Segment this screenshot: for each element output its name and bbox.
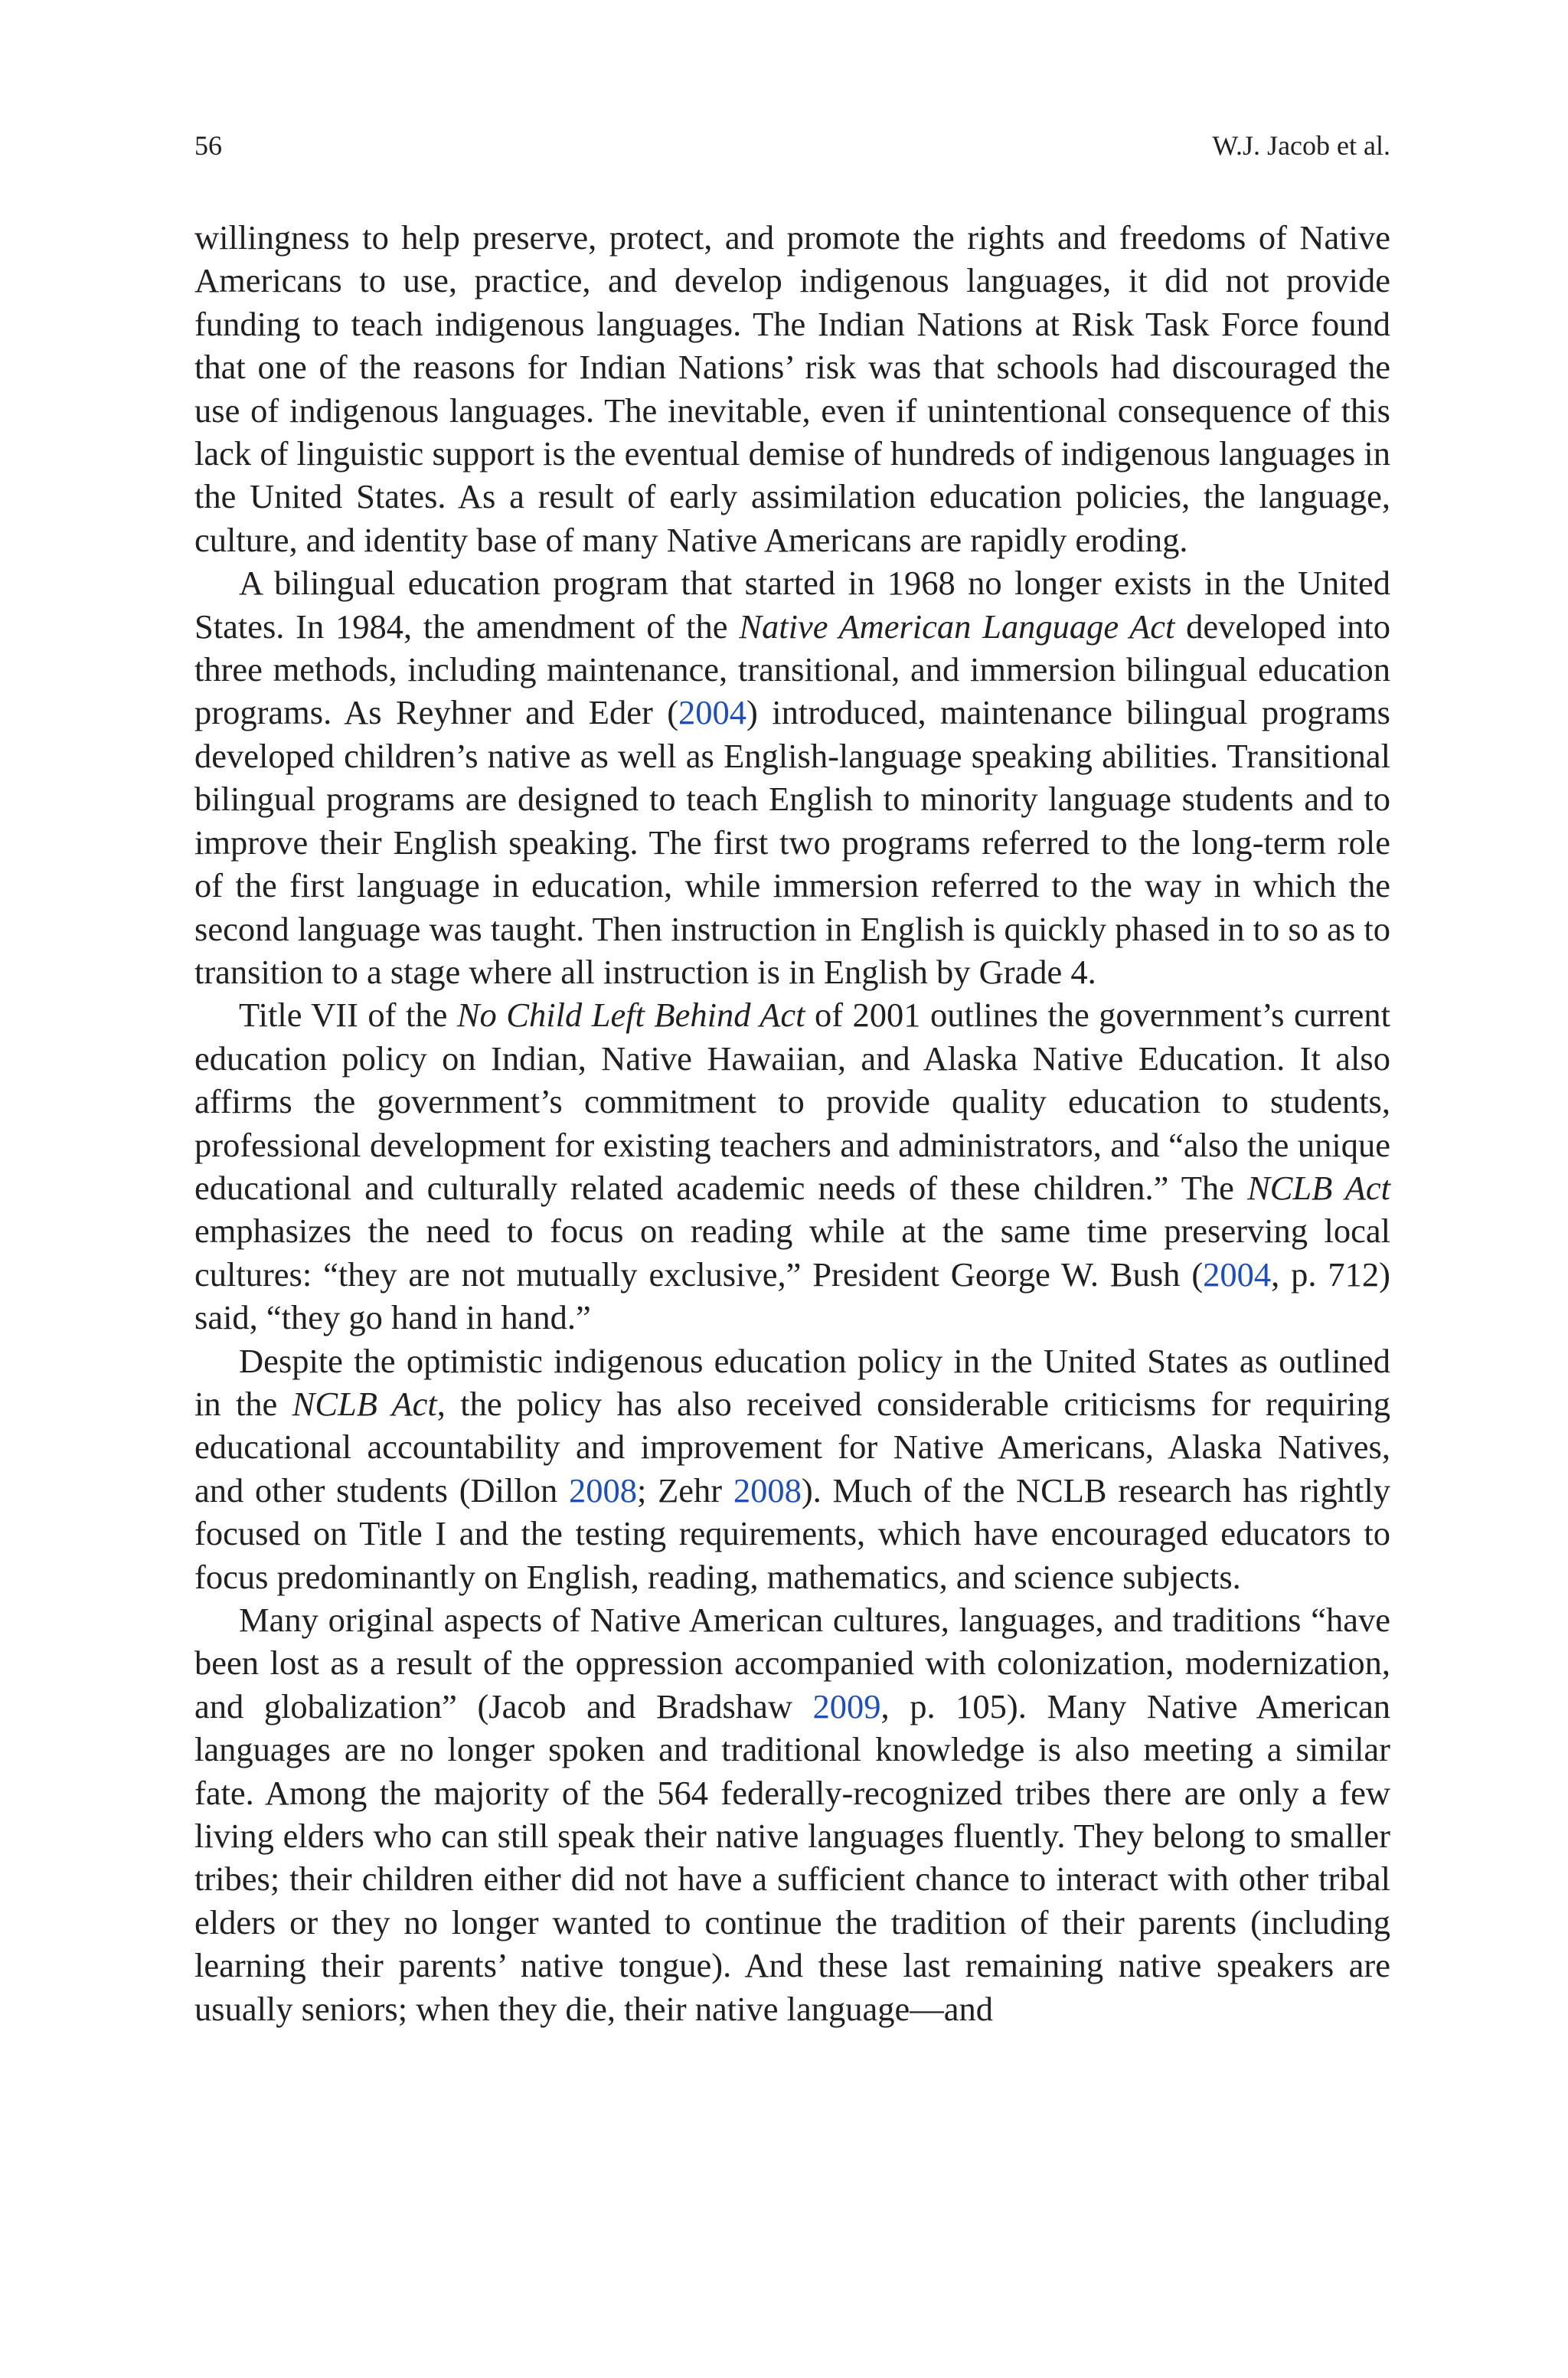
paragraph-2-text: developed into three methods, including maintenance, transitional, and immersion bilingual education programs. As Reyhner and Eder ( <box>194 607 1390 732</box>
page-header <box>194 127 1390 164</box>
act-title: NCLB Act <box>1247 1168 1390 1207</box>
paragraph-3-text: of 2001 outlines the government’s current education policy on Indian, Native Hawaiian, and Alaska Native Education. It also affirms the government’s commitment to provide quality education to students, professional development for existing teachers and administrators, and “also the unique educational and culturally related academic needs of these children.” The <box>194 996 1391 1207</box>
body-text <box>194 216 1390 2030</box>
citation-link[interactable]: 2004 <box>1203 1254 1272 1294</box>
act-title: No Child Left Behind Act <box>456 996 805 1035</box>
citation-link[interactable]: 2004 <box>678 693 747 732</box>
paragraph-5-text: Many original aspects of Native American cultures, languages, and traditions “have been lost as a result of the oppression accompanied with colonization, modernization, and globalization” (Jacob and Bradshaw <box>194 1601 1390 1725</box>
paragraph-2 <box>194 561 1390 993</box>
paragraph-3-text: emphasizes the need to focus on reading while at the same time preserving local cultures: “they are not mutually exclusive,” President George W. Bush ( <box>194 1212 1390 1294</box>
paragraph-3-text: , p. 712) said, “they go hand in hand.” <box>194 1254 1390 1337</box>
act-title: NCLB Act <box>292 1384 437 1423</box>
paragraph-3-text: Title VII of the <box>239 996 457 1035</box>
paragraph-5-text: , p. 105). Many Native American languages are no longer spoken and traditional knowledge is also meeting a similar fate. Among the majority of the 564 federally-recognized tribes there are only a few living elders who can still speak their native languages fluently. They belong to smaller tribes; their children either did not have a sufficient chance to interact with other tribal elders or they no longer wanted to continue the tradition of their parents (including learning their parents’ native tongue). And these last remaining native speakers are usually seniors; when they die, their native language—and <box>194 1686 1390 2028</box>
citation-link[interactable]: 2008 <box>569 1470 637 1510</box>
paragraph-2-text: A bilingual education program that started in 1968 no longer exists in the United States. In 1984, the amendment of the <box>194 564 1390 646</box>
citation-link[interactable]: 2009 <box>812 1686 881 1725</box>
act-title: Native American Language Act <box>739 607 1175 646</box>
paragraph-4-text: ; Zehr <box>637 1470 733 1510</box>
paragraph-1 <box>194 216 1390 561</box>
paragraph-3 <box>194 993 1390 1339</box>
paragraph-4-text: Despite the optimistic indigenous education policy in the United States as outlined in the <box>194 1341 1390 1423</box>
paragraph-4-text: ). Much of the NCLB research has rightly focused on Title I and the testing requirements, which have encouraged educators to focus predominantly on English, reading, mathematics, and science subjects. <box>194 1470 1390 1596</box>
paragraph-5 <box>194 1598 1390 2030</box>
paragraph-4-text: , the policy has also received considerable criticisms for requiring educational accountability and improvement for Native Americans, Alaska Natives, and other students (Dillon <box>194 1384 1390 1510</box>
running-head: W.J. Jacob et al. <box>1212 130 1390 161</box>
page-number: 56 <box>194 130 222 161</box>
paragraph-2-text: ) introduced, maintenance bilingual programs developed children’s native as well as English-language speaking abilities. Transitional bilingual programs are designed to teach English to minority language students and to improve their English speaking. The first two programs referred to the long-term role of the first language in education, while immersion referred to the way in which the second language was taught. Then instruction in English is quickly phased in to so as to transition to a stage where all instruction is in English by Grade 4. <box>194 693 1390 991</box>
paragraph-1-text: willingness to help preserve, protect, and promote the rights and freedoms of Native Americans to use, practice, and develop indigenous languages, it did not provide funding to teach indigenous languages. The Indian Nations at Risk Task Force found that one of the reasons for Indian Nations’ risk was that schools had discouraged the use of indigenous languages. The inevitable, even if unintentional consequence of this lack of linguistic support is the eventual demise of hundreds of indigenous languages in the United States. As a result of early assimilation education policies, the language, culture, and identity base of many Native Americans are rapidly eroding. <box>194 218 1390 559</box>
paragraph-4 <box>194 1339 1390 1598</box>
citation-link[interactable]: 2008 <box>733 1470 802 1510</box>
